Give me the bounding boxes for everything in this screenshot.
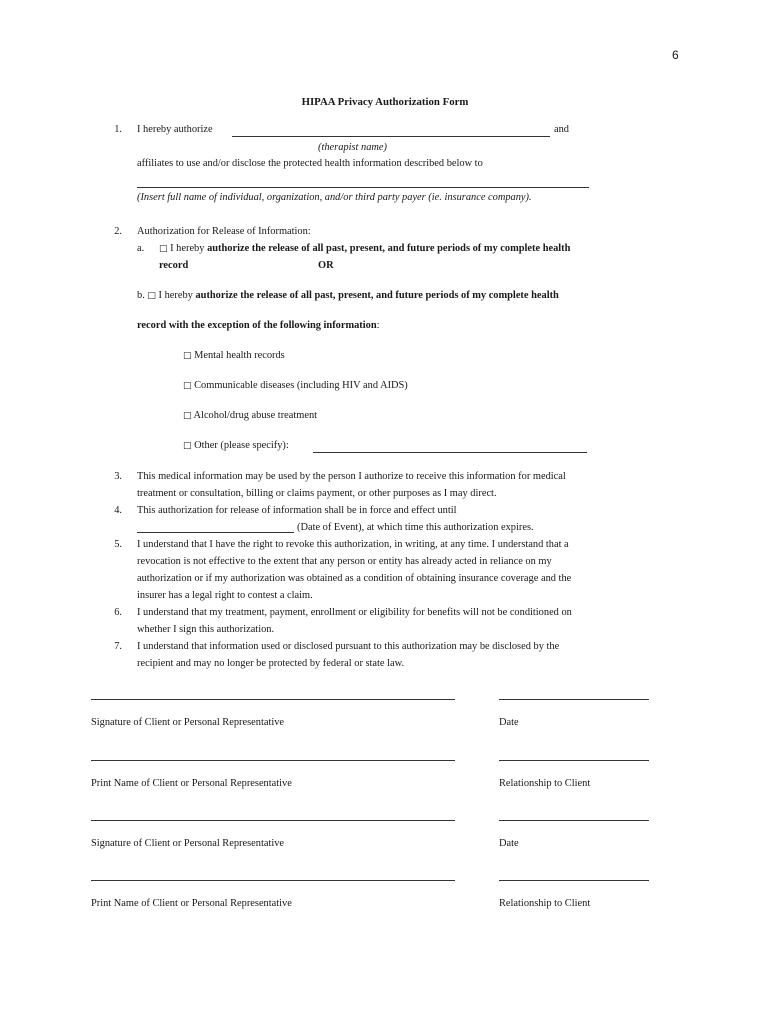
signature-label: Signature of Client or Personal Representative — [91, 717, 285, 728]
recipient-name-field[interactable] — [137, 187, 589, 188]
relationship-field[interactable] — [499, 760, 649, 761]
item-2a-bold: authorize the release of all past, present, and future periods of my complete health — [207, 243, 571, 254]
relationship-field-2[interactable] — [499, 880, 649, 881]
relationship-label: Relationship to Client — [499, 778, 591, 789]
item-7-line: I understand that information used or disclosed pursuant to this authorization may be disclosed by the — [137, 641, 560, 652]
print-name-label: Print Name of Client or Personal Representative — [91, 778, 292, 789]
date-label: Date — [499, 838, 519, 849]
checkbox-exceptions[interactable]: □ — [147, 291, 156, 301]
signature-label: Signature of Client or Personal Representative — [91, 838, 285, 849]
client-signature-field-2[interactable] — [91, 820, 455, 821]
date-field[interactable] — [499, 699, 649, 700]
expiration-date-field[interactable] — [137, 532, 294, 533]
or-separator: OR — [318, 260, 334, 271]
item-6-line: I understand that my treatment, payment, enrollment or eligibility for benefits will not be conditioned on — [137, 607, 572, 618]
item-2b-pre: I hereby — [158, 290, 193, 301]
item-1-text: I hereby authorize — [137, 124, 213, 135]
item-3-number: 3. — [114, 471, 122, 482]
item-5-number: 5. — [114, 539, 122, 550]
print-name-label: Print Name of Client or Personal Representative — [91, 898, 292, 909]
exception-label: Mental health records — [194, 350, 285, 361]
item-4-number: 4. — [114, 505, 122, 516]
item-4-line: This authorization for release of information shall be in force and effect until — [137, 505, 457, 516]
item-1-affiliates: affiliates to use and/or disclose the protected health information described below to — [137, 158, 483, 169]
client-signature-field[interactable] — [91, 699, 455, 700]
item-2b-line2 — [137, 320, 380, 331]
client-print-name-field-2[interactable] — [91, 880, 455, 881]
item-2-heading: Authorization for Release of Information: — [137, 226, 311, 237]
client-print-name-field[interactable] — [91, 760, 455, 761]
item-5-line: authorization or if my authorization was obtained as a condition of obtaining insurance coverage and the — [137, 573, 572, 584]
exception-label: Alcohol/drug abuse treatment — [193, 410, 318, 421]
checkbox-communicable[interactable]: □ — [183, 381, 192, 391]
item-2-number: 2. — [114, 226, 122, 237]
exception-alcohol-drug — [183, 410, 317, 421]
item-3-line: This medical information may be used by the person I authorize to receive this information for medical — [137, 471, 566, 482]
item-5-line: insurer has a legal right to contest a claim. — [137, 590, 313, 601]
item-2a-letter: a. — [137, 243, 145, 254]
item-7-number: 7. — [114, 641, 122, 652]
item-2a-line — [159, 243, 570, 254]
page-number: 6 — [672, 48, 679, 62]
item-4-line: (Date of Event), at which time this authorization expires. — [297, 522, 534, 533]
item-2b-bold2: record with the exception of the following information — [137, 320, 377, 331]
checkbox-mental-health[interactable]: □ — [183, 351, 192, 361]
date-field-2[interactable] — [499, 820, 649, 821]
item-6-line: whether I sign this authorization. — [137, 624, 275, 635]
item-1-and: and — [554, 124, 570, 135]
exception-mental-health — [183, 350, 285, 361]
therapist-name-caption: (therapist name) — [318, 142, 387, 153]
item-7-line: recipient and may no longer be protected by federal or state law. — [137, 658, 405, 669]
item-6-number: 6. — [114, 607, 122, 618]
checkbox-complete-record[interactable]: □ — [159, 244, 168, 254]
exception-label: Communicable diseases (including HIV and AIDS) — [194, 380, 408, 391]
item-2a-pre: I hereby — [170, 243, 205, 254]
exception-communicable — [183, 380, 408, 391]
item-3-line: treatment or consultation, billing or claims payment, or other purposes as I may direct. — [137, 488, 497, 499]
other-specify-field[interactable] — [313, 452, 587, 453]
therapist-name-field[interactable] — [232, 136, 550, 137]
item-5-line: I understand that I have the right to revoke this authorization, in writing, at any time. I understand that a — [137, 539, 569, 550]
exception-other — [183, 440, 289, 451]
exception-label: Other (please specify): — [194, 440, 289, 451]
relationship-label: Relationship to Client — [499, 898, 591, 909]
recipient-caption: (Insert full name of individual, organization, and/or third party payer (ie. insurance company). — [137, 192, 532, 203]
date-label: Date — [499, 717, 519, 728]
item-2a-record: record — [159, 260, 189, 271]
item-5-line: revocation is not effective to the extent that any person or entity has already acted in reliance on my — [137, 556, 552, 567]
form-title: HIPAA Privacy Authorization Form — [301, 96, 469, 108]
item-2b-letter: b. — [137, 290, 145, 301]
item-2b-colon: : — [376, 320, 380, 331]
checkbox-alcohol-drug[interactable]: □ — [183, 411, 192, 421]
item-2b-bold: authorize the release of all past, present, and future periods of my complete health — [195, 290, 559, 301]
item-1-number: 1. — [114, 124, 122, 135]
checkbox-other[interactable]: □ — [183, 441, 192, 451]
item-2b-line — [137, 290, 559, 301]
